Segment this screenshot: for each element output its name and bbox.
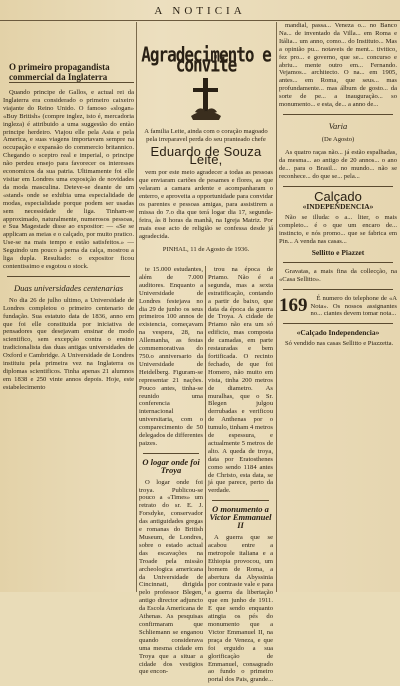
article-body: As quatro raças não... já estão espalhadas, da mesma... ao antigo de 20 annos... o ano de... para o Brasil... no mundo... não se reconhece... do que se... pela... — [279, 148, 397, 180]
article-body: te 15.000 estudantes, além de 7.000 auditores. Enquanto a Universidade de Londres festejava no dia 29 de junho os seus primeiros 100 annos de existencia, começavam na vespera, 28, na Allemanha, as festas commemorativas do 750.o anniversario da Universidade de Heidelberg. Figuram-se representar 21 nações. Pouco antes, tinha-se reunido uma conferencia internacional universitaria, com o comparecimento de 50 delegados de differentes paizes. — [139, 266, 203, 447]
center-lower-right — [208, 266, 273, 686]
article-headline: Duas universidades centenarias — [13, 282, 124, 293]
notice-body: vem por este meio agradecer a todas as pessoas que enviaram cartões de pesames e flores, as que velaram a camara ardente e acompanharam o enterro, e aproveita a opportunidade para convidar os parentes e pessoas amigas, para assistirem a missa do 7.o dia que terá logar dia 17, segunda-feira, às 8 horas da manhã, na Igreja Matriz. Por mais esse acto de religião se confessa desde já agradecida. — [139, 169, 273, 240]
article-body: A guerra que se acabou entre a metropole italiana e a Ethiopia provocou, um homem de Roma, a abertura da Abyssinia por contraste vale e para a guerra da libertação que em junho de 1911. E que sendo enquanto atingia os pés do monumento que a Victor Emmanuel II, na praça de Veneza, e que foi erguido a sua glorificação de Emmanuel, consagrado ao fundo o primeiro portal dos Pais, grande... — [208, 534, 274, 684]
separator — [283, 323, 393, 324]
cross-icon — [181, 76, 231, 122]
ad-body: Gravatas, a mais fina da collecção, na «Casa Sellitto». — [279, 267, 397, 283]
separator — [143, 453, 199, 454]
article-headline: O logar onde foi Troya — [142, 456, 200, 475]
masthead: A NOTICIA — [0, 0, 400, 21]
ad-body: Só vendido nas casas Sellitto e Piazzetta. — [285, 340, 394, 348]
center-lower-left — [139, 266, 203, 678]
article-headline: O primeiro propagandista commercial da Inglaterra — [9, 62, 134, 83]
separator — [283, 262, 393, 263]
column-rule — [136, 22, 137, 592]
deceased-name: Eduardo de Souza Leite, — [150, 143, 262, 167]
center-column — [139, 22, 273, 266]
ad-body: É numero do telephone de «A Nota». Os nossos assignantes no... ciantes devem tomar nota... — [310, 294, 397, 318]
separator — [212, 500, 269, 501]
article-body: O logar onde foi troya. Publicou-se pouco a «Times» um retrato do sr. E. J. Forsdyke, conservador das antiguidades gregas e romanas do British Museum, de Londres, sobre o estado actual das escavações na Troade pela missão archeologica americana da Universidade de Cincinnati, dirigida pelo professor Blegen, antigo director adjuncto da Escola Americana de Athenas. As pesquisas confirmaram que Schliemann se enganou quando considerava uma mesma cidade em Troya que a situar a cidade dos vestigios que encon- — [139, 478, 203, 676]
ad-title: «Calçado Independencia» — [296, 328, 380, 338]
notice-intro: A familia Leite, ainda com o coração magoado pela irreparavel perda do seu pranteado chefe — [144, 127, 268, 143]
article-body: mandial, passa... Veneza o... no Banco Na... de inventado da Villa... em Roma e Itália... um anno, como... do Instituto... Mas a opinião pu... notaveis de ment... tivitico, fez pro... e governo, que se... concurso e abriu... mente outro em... Fernando. Vejamos... architecto. O na... em 1905, antes... em Roma, que seus... mas profundamente... mas álbum de gosto... da sorte de pe... a inauguração... so monumento... e esta, de... a anno de... — [279, 22, 397, 109]
ad-brand: «INDEPENDENCIA» — [302, 202, 374, 212]
section-title: Varia — [328, 120, 348, 131]
ad-title: Calçado — [314, 188, 362, 204]
article-headline: O monumento a Victor Emmanuel II — [209, 504, 272, 531]
notice-dateline: PINHAL, 11 de Agosto de 1936. — [162, 245, 250, 253]
column-rule — [276, 22, 277, 592]
ad-body: Não se illuda: o a... liter, o mais completo... é o que um encaro de... instincto, e nós promo... que se fabrica em Pin... A venda nas casas... — [279, 214, 397, 246]
phone-number: 169 — [279, 294, 308, 316]
left-column — [3, 22, 134, 592]
section-date: (De Agosto) — [321, 135, 355, 143]
separator — [283, 186, 393, 187]
article-body: Quando principe de Gallos, e actual rei da Inglaterra era considerado o primeiro caixeiro viajante do Reino Unido. O famoso «slogan» «Buy British» (compre inglez, isto é, mercadoria ingleza) é attribuido a uma suggestão do entào principe herdeiro. Viajou elle pela Asia e pela America, e suas viagens importavam sempre na occupação e expansão do commercio britannico. Chegando o sceptro real e imperial, o principe não perdeu ensejo para favorecer os interesses economicos da sua patria. Ultimamente foi elle visitar em Londres uma exposição de novidades da moda masculina. Deteve-se deante de um «stand» onde se exhibia uma especialidade de modas, especialidade porque podem ser usadas sem necessidade de liga. Tinham-se approximado, naturalmente, numerosos pessoas, e Sua Magestade disse ao expositor: — «Se se applicam as meias e o calçado, por muito pratico. Use-se na mais tempo e estão satisfeitos.» — Seguindo um pouco à perna da calça, mostrou a liga dupla. Resultado: o expositor ficou contentissimo e esgotou o stock. — [3, 89, 134, 270]
article-body: No dia 26 de julho ultimo, a Universidade de Londres completou o primeiro centenario de fundação. Sua estatuto data de 1836, anno em que foi elle constituida por iniciativa de pensadores que desejavam ensinar de modo scientifico, sem excepção contra o ensino tradicionalista das duas antigas universidades de Oxford e Cambridge. A Universidade de Londres instituiu pela primeira vez na Inglaterra os diplomas scientificos. Tinha apenas 21 alumnos em 1838 e 250 vinte annos depois. Hoje, este estabelecimento — [3, 296, 134, 391]
column-rule — [205, 266, 206, 592]
separator — [283, 289, 393, 290]
notice-title: Agradecimento e convite — [141, 41, 271, 77]
phone-ad — [279, 295, 397, 319]
separator — [7, 276, 130, 277]
center-lower — [139, 266, 274, 684]
ad-stores: Sellitto e Piazzet — [311, 247, 365, 257]
right-column — [279, 22, 397, 592]
article-body: trou na época de Priamo. Não é a segunda, mas a sexta estratificação, contando a partir de baixo, que data da época da guerra de Troya. A cidade de Priamo não era um só edificio, mas composta de camadas, em parte restauradas e bem fortificada. O recinto fechado, de que foi Homero, não muito em vista, tinha 200 metros de diametro. As muralhas, que o Sr. Blegen julgou derrubadas e verificou de Anthenas por o tumulo, tinham 4 metros de espessura, e actualmente 5 metros de alto. A queda de troya, data por Eratosthenes como sendo 1184 antes de Christo, esta data, se já que parece, perto da verdade. — [208, 266, 273, 495]
separator — [283, 114, 393, 115]
